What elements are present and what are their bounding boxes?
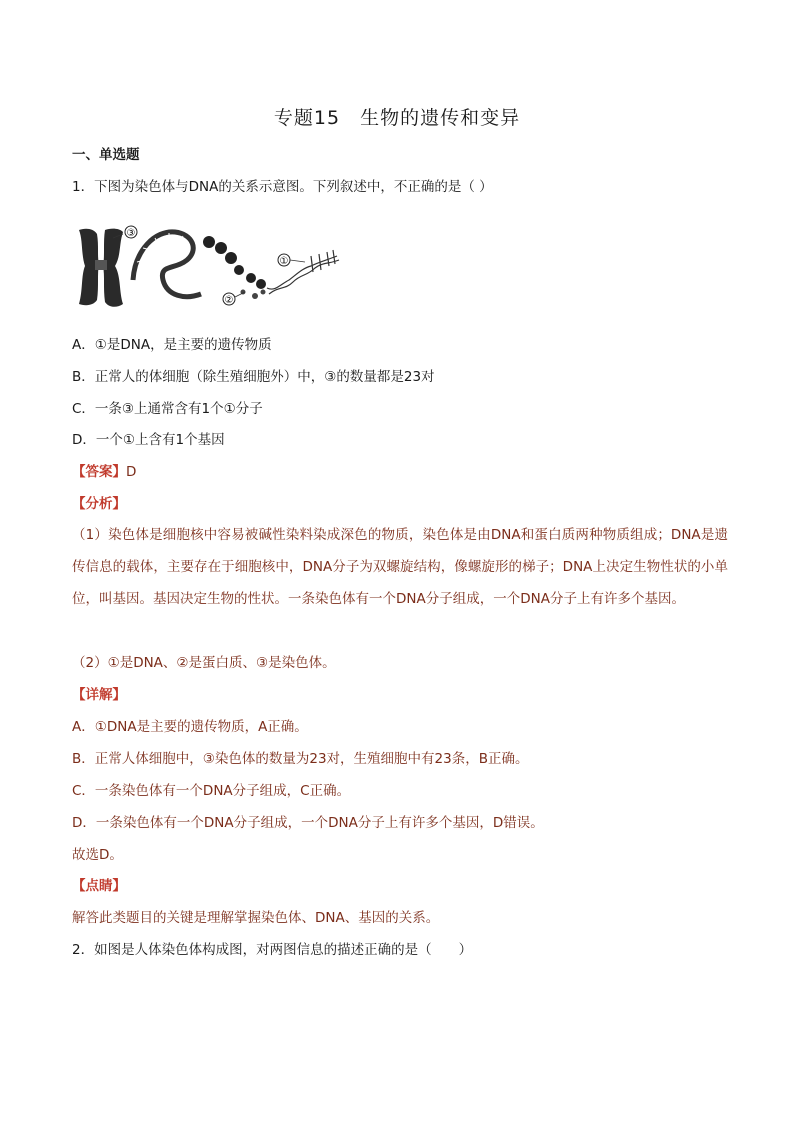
dna-helix [267, 250, 339, 294]
detail-line-d: D．一条染色体有一个DNA分子组成，一个DNA分子上有许多个基因，D错误。 [72, 815, 544, 831]
detail-label: 【详解】 [72, 687, 126, 703]
option-d: D．一个①上含有1个基因 [72, 432, 225, 448]
answer-label: 【答案】 [72, 464, 126, 480]
label-3: ③ [126, 228, 136, 239]
coiled-fiber [133, 232, 201, 297]
option-a: A．①是DNA，是主要的遗传物质 [72, 337, 272, 353]
detail-line-c: C．一条染色体有一个DNA分子组成，C正确。 [72, 783, 351, 799]
nucleosome-beads [203, 236, 266, 289]
option-b: B．正常人的体细胞（除生殖细胞外）中，③的数量都是23对 [72, 369, 435, 385]
option-c: C．一条③上通常含有1个①分子 [72, 401, 263, 417]
label-2: ② [224, 295, 234, 306]
question-1-stem: 1．下图为染色体与DNA的关系示意图。下列叙述中，不正确的是（ ） [72, 179, 493, 195]
chromosome-dna-diagram [75, 220, 345, 312]
analysis-paragraph-2: （2）①是DNA、②是蛋白质、③是染色体。 [72, 655, 336, 671]
analysis-label: 【分析】 [72, 496, 126, 512]
label-1-group [278, 254, 305, 267]
answer-value: D [126, 464, 137, 480]
tip-text: 解答此类题目的关键是理解掌握染色体、DNA、基因的关系。 [72, 910, 440, 926]
protein-dots [241, 290, 266, 300]
conclusion-line: 故选D。 [72, 847, 123, 863]
tip-label: 【点睛】 [72, 878, 126, 894]
label-1: ① [279, 256, 289, 267]
section-heading: 一、单选题 [72, 147, 140, 163]
detail-line-b: B．正常人体细胞中，③染色体的数量为23对，生殖细胞中有23条，B正确。 [72, 751, 529, 767]
answer-line [72, 463, 136, 481]
page-title: 专题15 生物的遗传和变异 [273, 107, 521, 129]
analysis-paragraph-1: （1）染色体是细胞核中容易被碱性染料染成深色的物质，染色体是由DNA和蛋白质两种物质组成；DNA是遗传信息的载体，主要存在于细胞核中，DNA分子为双螺旋结构，像螺旋形的梯子；DNA上决定生物性状的小单位，叫基因。基因决定生物的性状。一条染色体有一个DNA分子组成，一个DNA分子上有许多个基因。 [72, 527, 728, 607]
detail-line-a: A．①DNA是主要的遗传物质，A正确。 [72, 719, 308, 735]
question-2-stem: 2．如图是人体染色体构成图，对两图信息的描述正确的是（ ） [72, 942, 473, 958]
chromosome-shape [79, 229, 123, 307]
